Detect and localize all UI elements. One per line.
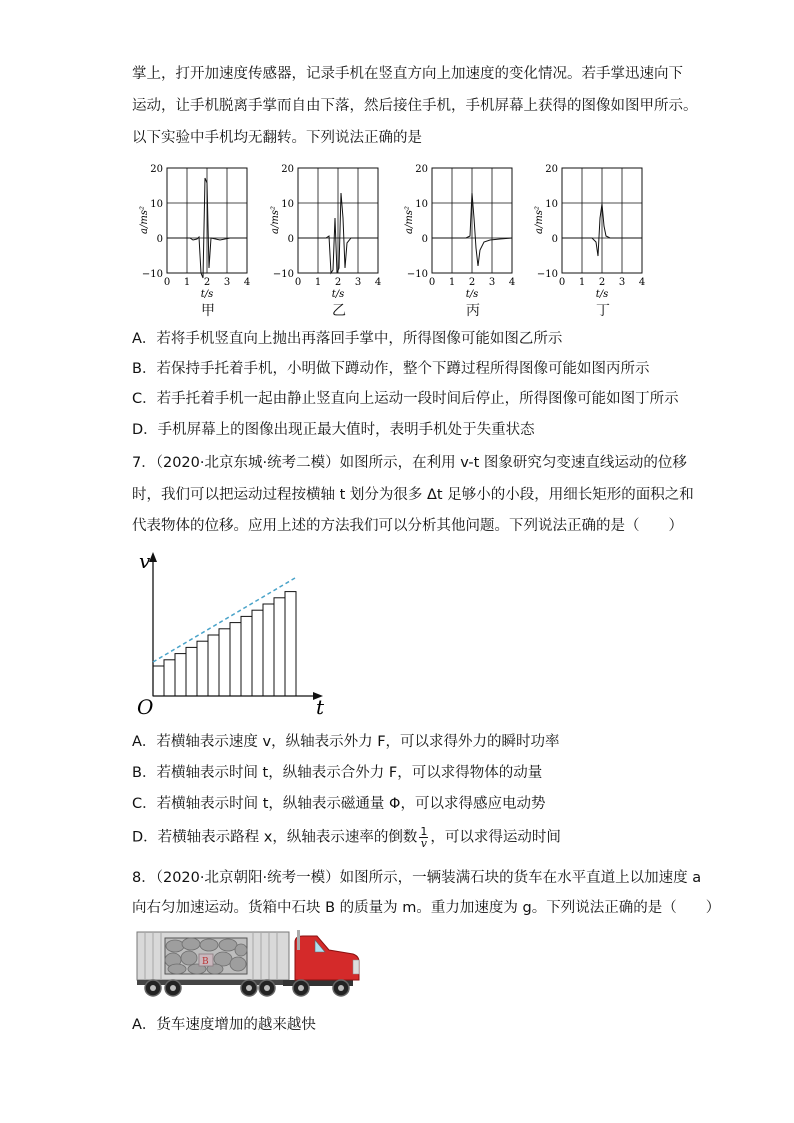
q7-line-3: 代表物体的位移。应用上述的方法我们可以分析其他问题。下列说法正确的是（ ） xyxy=(132,518,683,534)
caption-bing: 丙 xyxy=(466,303,480,319)
vt-figure xyxy=(135,548,335,718)
q7-option-a: A．若横轴表示速度 v，纵轴表示外力 F，可以求得外力的瞬时功率 xyxy=(132,734,560,750)
y-tick-label: −10 xyxy=(536,269,558,280)
x-tick-label: 2 xyxy=(203,277,211,288)
x-tick-label: 1 xyxy=(578,277,586,288)
exhaust-stack xyxy=(297,930,300,950)
q7-option-d-pre: D．若横轴表示路程 x，纵轴表示速率的倒数 xyxy=(132,829,418,846)
q8-line-1: 8．（2020·北京朝阳·统考一模）如图所示，一辆装满石块的货车在水平直道上以加速度 a xyxy=(132,870,702,886)
x-tick-label: 4 xyxy=(638,277,646,288)
vt-bar xyxy=(186,647,197,696)
graph-bing xyxy=(400,158,525,318)
q7-option-d xyxy=(132,826,561,849)
vt-bar xyxy=(252,610,263,696)
bars xyxy=(153,592,296,696)
y-tick-label: 0 xyxy=(287,234,294,245)
x-tick-label: 3 xyxy=(354,277,362,288)
x-tick-label: 1 xyxy=(183,277,191,288)
x-tick-label: 2 xyxy=(468,277,476,288)
x-axis-label: t/s xyxy=(465,289,479,300)
y-tick-label: 0 xyxy=(421,234,428,245)
y-axis-label: a/ms² xyxy=(139,206,150,234)
y-tick-label: 20 xyxy=(281,164,294,175)
y-tick-label: 10 xyxy=(415,199,428,210)
stone-b-label: B xyxy=(202,957,209,967)
x-tick-label: 0 xyxy=(428,277,436,288)
q7-line-2: 时，我们可以把运动过程按横轴 t 划分为很多 Δt 足够小的小段，用细长矩形的面积之和 xyxy=(132,487,694,503)
y-tick-label: 10 xyxy=(281,199,294,210)
y-axis-label: a/ms² xyxy=(404,206,415,234)
x-tick-label: 0 xyxy=(558,277,566,288)
vt-bar xyxy=(164,660,175,696)
graph-ding xyxy=(530,158,655,318)
x-tick-label: 4 xyxy=(374,277,382,288)
y-tick-label: 0 xyxy=(156,234,163,245)
truck-figure xyxy=(133,928,363,1002)
x-tick-label: 2 xyxy=(598,277,606,288)
x-tick-label: 0 xyxy=(294,277,302,288)
y-tick-label: −10 xyxy=(272,269,294,280)
vt-bar xyxy=(219,629,230,696)
x-axis-label: t/s xyxy=(331,289,345,300)
x-tick-label: 0 xyxy=(163,277,171,288)
fraction-denominator: v xyxy=(420,837,427,850)
y-tick-label: −10 xyxy=(141,269,163,280)
q7-line-1: 7．（2020·北京东城·统考二模）如图所示，在利用 v-t 图象研究匀变速直线运动的位移 xyxy=(132,455,687,471)
grille xyxy=(353,960,359,974)
y-tick-label: 10 xyxy=(150,199,163,210)
vt-bar xyxy=(285,592,296,696)
y-tick-label: 20 xyxy=(415,164,428,175)
q6-option-c: C．若手托着手机一起由静止竖直向上运动一段时间后停止，所得图像可能如图丁所示 xyxy=(132,391,679,407)
x-tick-label: 4 xyxy=(243,277,251,288)
x-axis-label: t/s xyxy=(200,289,214,300)
y-axis-label: a/ms² xyxy=(534,206,545,234)
q7-option-d-post: ，可以求得运动时间 xyxy=(430,829,561,846)
x-tick-label: 1 xyxy=(448,277,456,288)
vt-bar xyxy=(263,604,274,696)
v-label: v xyxy=(139,549,151,573)
q7-option-c: C．若横轴表示时间 t，纵轴表示磁通量 Φ，可以求得感应电动势 xyxy=(132,796,546,812)
vt-bar xyxy=(208,635,219,696)
t-label: t xyxy=(316,695,325,718)
q6-option-b: B．若保持手托着手机，小明做下蹲动作，整个下蹲过程所得图像可能如图丙所示 xyxy=(132,361,650,377)
truck-cab xyxy=(295,936,359,980)
x-tick-label: 1 xyxy=(314,277,322,288)
intro-line-1: 掌上，打开加速度传感器，记录手机在竖直方向上加速度的变化情况。若手掌迅速向下 xyxy=(132,66,683,82)
caption-ding: 丁 xyxy=(596,303,610,319)
q8-option-a: A．货车速度增加的越来越快 xyxy=(132,1017,316,1033)
y-tick-label: 0 xyxy=(551,234,558,245)
caption-yi: 乙 xyxy=(332,303,346,319)
vt-bar xyxy=(153,666,164,696)
fraction-numerator: 1 xyxy=(420,825,428,838)
intro-line-2: 运动，让手机脱离手掌而自由下落，然后接住手机，手机屏幕上获得的图像如图甲所示。 xyxy=(132,98,698,114)
x-tick-label: 4 xyxy=(508,277,516,288)
vt-bar xyxy=(230,623,241,696)
graph-yi xyxy=(266,158,391,318)
origin-label: O xyxy=(137,695,154,718)
caption-jia: 甲 xyxy=(201,303,215,319)
q8-line-2: 向右匀加速运动。货箱中石块 B 的质量为 m。重力加速度为 g。下列说法正确的是（ ） xyxy=(132,900,721,916)
vt-bar xyxy=(274,598,285,696)
intro-line-3: 以下实验中手机均无翻转。下列说法正确的是 xyxy=(132,130,422,146)
y-tick-label: 20 xyxy=(545,164,558,175)
vt-bar xyxy=(175,654,186,696)
fraction-1-over-v xyxy=(419,826,428,849)
graph-jia xyxy=(135,158,260,318)
x-tick-label: 3 xyxy=(618,277,626,288)
q6-option-d: D．手机屏幕上的图像出现正最大值时，表明手机处于失重状态 xyxy=(132,422,535,438)
vt-bar xyxy=(197,641,208,696)
x-tick-label: 3 xyxy=(488,277,496,288)
vt-bar xyxy=(241,616,252,696)
y-tick-label: −10 xyxy=(406,269,428,280)
q7-option-b: B．若横轴表示时间 t，纵轴表示合外力 F，可以求得物体的动量 xyxy=(132,765,543,781)
x-axis-label: t/s xyxy=(595,289,609,300)
y-tick-label: 10 xyxy=(545,199,558,210)
x-tick-label: 3 xyxy=(223,277,231,288)
y-tick-label: 20 xyxy=(150,164,163,175)
q6-option-a: A．若将手机竖直向上抛出再落回手掌中，所得图像可能如图乙所示 xyxy=(132,331,563,347)
x-tick-label: 2 xyxy=(334,277,342,288)
y-axis-label: a/ms² xyxy=(270,206,281,234)
